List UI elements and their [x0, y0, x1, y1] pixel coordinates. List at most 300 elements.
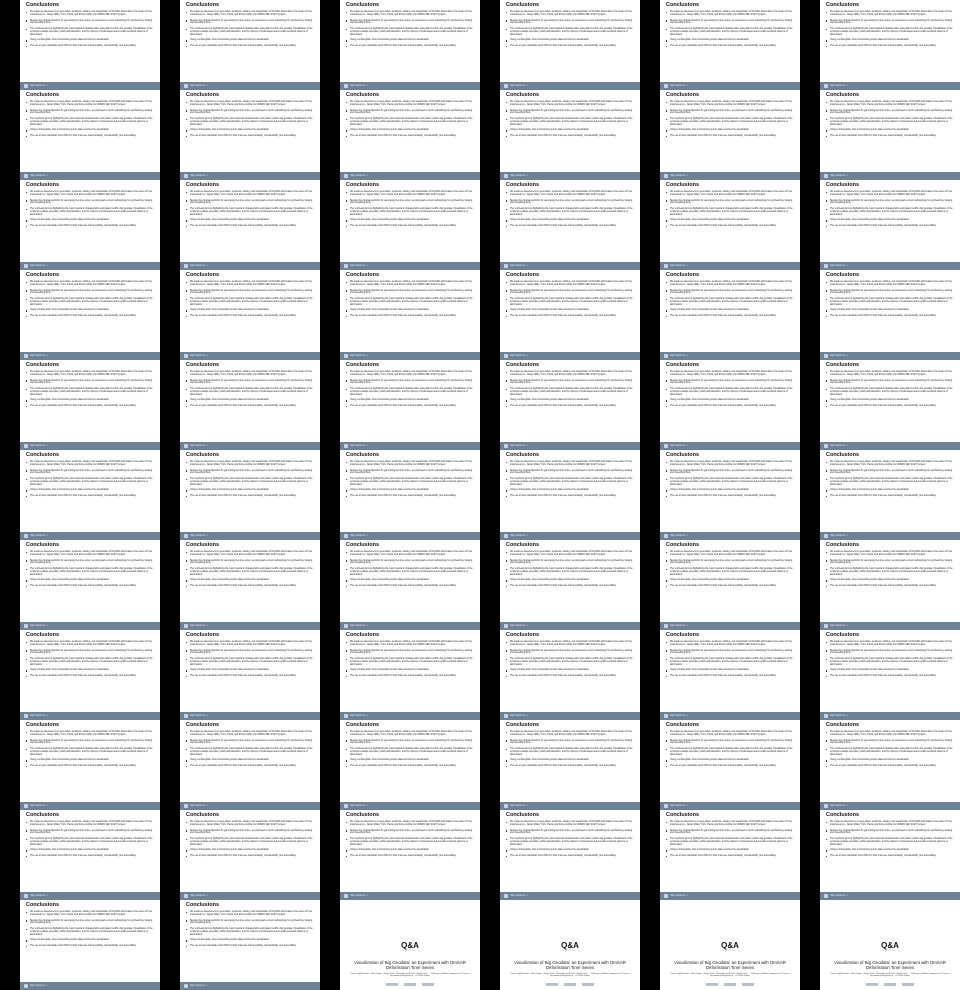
bullet-item: Using a virtual globe, thus incorporating terrain data enriches the visualization.: [830, 39, 955, 42]
bullet-list: [350, 641, 475, 681]
conclusions-slide-thumbnail[interactable]: [180, 720, 320, 810]
footer-text: http://polimi.it/.../...: [190, 174, 210, 178]
bullet-list: [350, 551, 475, 591]
conclusions-slide-thumbnail[interactable]: [180, 450, 320, 540]
slide-footer: [20, 442, 160, 450]
slide-footer: [340, 802, 480, 810]
bullet-item: The use of open standards and FOSS for Web improves interoperability, reproducibility, and accessibility.: [510, 225, 635, 228]
bullet-item: We made an assessment on generation, synthesis, sharing, and visualization of DInSAR deformation time series for five small areas (i.e. Nepal, Milan, Turin, Pavia, and Rome) within the URBAN SEC SAR H project.: [830, 821, 955, 826]
bullet-list: [30, 551, 155, 591]
bullet-item: Using a virtual globe, thus incorporating terrain data enriches the visualization.: [190, 309, 315, 312]
bullet-item: Besides the original algorithm for generating the time series, we proposed a novel methodology for synthesizing, sharing, and visualizing them.: [190, 560, 315, 565]
conclusions-slide-thumbnail[interactable]: [820, 720, 960, 810]
qa-subtitle: Visualization of Big Geodata: an Experiment with DInSAR Deformation Time Series: [834, 960, 946, 971]
bullet-item: Besides the original algorithm for generating the time series, we proposed a novel methodology for synthesizing, sharing, and visualizing them.: [190, 740, 315, 745]
slide-title: Conclusions: [186, 92, 220, 98]
conclusions-slide-thumbnail[interactable]: [340, 360, 480, 450]
bullet-item: Besides the original algorithm for generating the time series, we proposed a novel methodology for synthesizing, sharing, and visualizing them.: [830, 560, 955, 565]
bullet-item: We made an assessment on generation, synthesis, sharing, and visualization of DInSAR deformation time series for five small areas (i.e. Nepal, Milan, Turin, Pavia, and Rome) within the URBAN SEC SAR H project.: [510, 11, 635, 16]
bullet-item: Using a virtual globe, thus incorporating terrain data enriches the visualization.: [510, 669, 635, 672]
bullet-item: Besides the original algorithm for generating the time series, we proposed a novel methodology for synthesizing, sharing, and visualizing them.: [190, 920, 315, 925]
logo-icon: [824, 624, 828, 628]
conclusions-slide-thumbnail[interactable]: [20, 0, 160, 90]
bullet-list: [350, 461, 475, 501]
conclusions-slide-thumbnail[interactable]: [340, 810, 480, 900]
bullet-item: Besides the original algorithm for generating the time series, we proposed a novel methodology for synthesizing, sharing, and visualizing them.: [510, 200, 635, 205]
qa-authors: Candan Eylül Kilsedar · Mirko Frigeri · Giorgio Tosini · Maria Antonia Brovelli · Daniele Oxoli · ... Politecnico di Milano, Department of Civil and Environmental Engineering ... FOSS4G Europe: [830, 973, 950, 978]
bullet-item: Using a virtual globe, thus incorporating terrain data enriches the visualization.: [670, 759, 795, 762]
bullet-item: Using a virtual globe, thus incorporating terrain data enriches the visualization.: [670, 849, 795, 852]
bullet-item: The synthesis aims at highlighting the most important characteristics and patterns within big geodata. Visualization of the synthesis enables scientists, public administration, and the citizens of small areas detect spatio-temporal patterns of deformation.: [30, 928, 155, 936]
conclusions-slide-thumbnail[interactable]: [20, 450, 160, 540]
bullet-item: Besides the original algorithm for generating the time series, we proposed a novel methodology for synthesizing, sharing, and visualizing them.: [30, 650, 155, 655]
bullet-item: Besides the original algorithm for generating the time series, we proposed a novel methodology for synthesizing, sharing, and visualizing them.: [670, 380, 795, 385]
bullet-item: The synthesis aims at highlighting the most important characteristics and patterns within big geodata. Visualization of the synthesis enables scientists, public administration, and the citizens of small areas detect spatio-temporal patterns of deformation.: [670, 658, 795, 666]
logo-icon: [24, 174, 28, 178]
conclusions-slide-thumbnail[interactable]: [500, 810, 640, 900]
logo-icon: [504, 534, 508, 538]
logo-icon: [664, 84, 668, 88]
bullet-item: Besides the original algorithm for generating the time series, we proposed a novel methodology for synthesizing, sharing, and visualizing them.: [30, 740, 155, 745]
footer-text: http://polimi.it/.../...: [190, 444, 210, 448]
conclusions-slide-thumbnail[interactable]: [180, 630, 320, 720]
footer-text: http://polimi.it/.../...: [350, 174, 370, 178]
bullet-item: Using a virtual globe, thus incorporating terrain data enriches the visualization.: [30, 399, 155, 402]
footer-text: http://polimi.it/.../...: [190, 264, 210, 268]
bullet-list: [670, 551, 795, 591]
footer-text: http://polimi.it/.../...: [510, 624, 530, 628]
logo-icon: [504, 444, 508, 448]
bullet-item: We made an assessment on generation, synthesis, sharing, and visualization of DInSAR deformation time series for five small areas (i.e. Nepal, Milan, Turin, Pavia, and Rome) within the URBAN SEC SAR H project.: [510, 821, 635, 826]
bullet-item: Using a virtual globe, thus incorporating terrain data enriches the visualization.: [30, 129, 155, 132]
conclusions-slide-thumbnail[interactable]: [500, 630, 640, 720]
footer-text: http://polimi.it/.../...: [830, 624, 850, 628]
slide-title: Conclusions: [826, 92, 860, 98]
conclusions-slide-thumbnail[interactable]: [180, 0, 320, 90]
slide-footer: [820, 532, 960, 540]
slide-footer: [340, 352, 480, 360]
bullet-item: The synthesis aims at highlighting the most important characteristics and patterns within big geodata. Visualization of the synthesis enables scientists, public administration, and the citizens of small areas detect spatio-temporal patterns of deformation.: [350, 298, 475, 306]
bullet-item: The synthesis aims at highlighting the most important characteristics and patterns within big geodata. Visualization of the synthesis enables scientists, public administration, and the citizens of small areas detect spatio-temporal patterns of deformation.: [350, 208, 475, 216]
bullet-item: The use of open standards and FOSS for Web improves interoperability, reproducibility, and accessibility.: [830, 855, 955, 858]
bullet-item: The synthesis aims at highlighting the most important characteristics and patterns within big geodata. Visualization of the synthesis enables scientists, public administration, and the citizens of small areas detect spatio-temporal patterns of deformation.: [510, 208, 635, 216]
footer-text: http://polimi.it/.../...: [350, 444, 370, 448]
slide-footer: [820, 802, 960, 810]
conclusions-slide-thumbnail[interactable]: [660, 180, 800, 270]
bullet-item: We made an assessment on generation, synthesis, sharing, and visualization of DInSAR deformation time series for five small areas (i.e. Nepal, Milan, Turin, Pavia, and Rome) within the URBAN SEC SAR H project.: [830, 11, 955, 16]
conclusions-slide-thumbnail[interactable]: [180, 360, 320, 450]
bullet-item: Using a virtual globe, thus incorporating terrain data enriches the visualization.: [190, 489, 315, 492]
conclusions-slide-thumbnail[interactable]: [500, 360, 640, 450]
logo-icon: [664, 444, 668, 448]
footer-text: http://polimi.it/.../...: [670, 534, 690, 538]
bullet-item: Besides the original algorithm for generating the time series, we proposed a novel methodology for synthesizing, sharing, and visualizing them.: [510, 380, 635, 385]
logo-icon: [824, 354, 828, 358]
bullet-item: The use of open standards and FOSS for Web improves interoperability, reproducibility, and accessibility.: [670, 855, 795, 858]
bullet-item: The synthesis aims at highlighting the most important characteristics and patterns within big geodata. Visualization of the synthesis enables scientists, public administration, and the citizens of small areas detect spatio-temporal patterns of deformation.: [670, 118, 795, 126]
bullet-item: We made an assessment on generation, synthesis, sharing, and visualization of DInSAR deformation time series for five small areas (i.e. Nepal, Milan, Turin, Pavia, and Rome) within the URBAN SEC SAR H project.: [190, 461, 315, 466]
bullet-item: We made an assessment on generation, synthesis, sharing, and visualization of DInSAR deformation time series for five small areas (i.e. Nepal, Milan, Turin, Pavia, and Rome) within the URBAN SEC SAR H project.: [30, 911, 155, 916]
slide-footer: [340, 892, 480, 900]
conclusions-slide-thumbnail[interactable]: [820, 180, 960, 270]
slide-footer: [20, 532, 160, 540]
footer-text: http://polimi.it/.../...: [350, 624, 370, 628]
bullet-list: [510, 371, 635, 411]
bullet-item: Using a virtual globe, thus incorporating terrain data enriches the visualization.: [350, 489, 475, 492]
slide-footer: [660, 442, 800, 450]
footer-text: http://polimi.it/.../...: [350, 894, 370, 898]
conclusions-slide-thumbnail[interactable]: [820, 810, 960, 900]
footer-text: http://polimi.it/.../...: [190, 714, 210, 718]
logo-icon: [344, 84, 348, 88]
bullet-item: Using a virtual globe, thus incorporating terrain data enriches the visualization.: [830, 759, 955, 762]
bullet-item: We made an assessment on generation, synthesis, sharing, and visualization of DInSAR deformation time series for five small areas (i.e. Nepal, Milan, Turin, Pavia, and Rome) within the URBAN SEC SAR H project.: [670, 11, 795, 16]
bullet-item: The use of open standards and FOSS for Web improves interoperability, reproducibility, and accessibility.: [350, 765, 475, 768]
conclusions-slide-thumbnail[interactable]: [820, 0, 960, 90]
bullet-item: We made an assessment on generation, synthesis, sharing, and visualization of DInSAR deformation time series for five small areas (i.e. Nepal, Milan, Turin, Pavia, and Rome) within the URBAN SEC SAR H project.: [30, 731, 155, 736]
bullet-item: We made an assessment on generation, synthesis, sharing, and visualization of DInSAR deformation time series for five small areas (i.e. Nepal, Milan, Turin, Pavia, and Rome) within the URBAN SEC SAR H project.: [510, 641, 635, 646]
bullet-item: Besides the original algorithm for generating the time series, we proposed a novel methodology for synthesizing, sharing, and visualizing them.: [830, 290, 955, 295]
bullet-item: We made an assessment on generation, synthesis, sharing, and visualization of DInSAR deformation time series for five small areas (i.e. Nepal, Milan, Turin, Pavia, and Rome) within the URBAN SEC SAR H project.: [830, 281, 955, 286]
bullet-item: The use of open standards and FOSS for Web improves interoperability, reproducibility, and accessibility.: [190, 315, 315, 318]
institution-logo-icon: [386, 983, 398, 986]
slide-title: Conclusions: [346, 272, 380, 278]
bullet-item: The synthesis aims at highlighting the most important characteristics and patterns within big geodata. Visualization of the synthesis enables scientists, public administration, and the citizens of small areas detect spatio-temporal patterns of deformation.: [350, 838, 475, 846]
conclusions-slide-thumbnail[interactable]: [660, 810, 800, 900]
qa-slide-thumbnail[interactable]: [340, 900, 480, 990]
bullet-item: Using a virtual globe, thus incorporating terrain data enriches the visualization.: [670, 399, 795, 402]
footer-text: http://polimi.it/.../...: [510, 714, 530, 718]
conclusions-slide-thumbnail[interactable]: [660, 720, 800, 810]
conclusions-slide-thumbnail[interactable]: [340, 0, 480, 90]
bullet-item: Using a virtual globe, thus incorporating terrain data enriches the visualization.: [30, 489, 155, 492]
bullet-item: The synthesis aims at highlighting the most important characteristics and patterns within big geodata. Visualization of the synthesis enables scientists, public administration, and the citizens of small areas detect spatio-temporal patterns of deformation.: [830, 478, 955, 486]
bullet-item: Besides the original algorithm for generating the time series, we proposed a novel methodology for synthesizing, sharing, and visualizing them.: [670, 470, 795, 475]
logo-icon: [344, 444, 348, 448]
bullet-item: Using a virtual globe, thus incorporating terrain data enriches the visualization.: [670, 309, 795, 312]
footer-text: http://polimi.it/.../...: [510, 444, 530, 448]
logo-icon: [24, 534, 28, 538]
bullet-item: Besides the original algorithm for generating the time series, we proposed a novel methodology for synthesizing, sharing, and visualizing them.: [670, 830, 795, 835]
conclusions-slide-thumbnail[interactable]: [500, 450, 640, 540]
conclusions-slide-thumbnail[interactable]: [20, 720, 160, 810]
bullet-list: [670, 191, 795, 231]
footer-text: http://polimi.it/.../...: [30, 894, 50, 898]
bullet-item: Using a virtual globe, thus incorporating terrain data enriches the visualization.: [30, 39, 155, 42]
slide-title: Conclusions: [506, 2, 540, 8]
bullet-list: [190, 11, 315, 51]
logo-icon: [24, 264, 28, 268]
bullet-item: Using a virtual globe, thus incorporating terrain data enriches the visualization.: [510, 849, 635, 852]
bullet-item: We made an assessment on generation, synthesis, sharing, and visualization of DInSAR deformation time series for five small areas (i.e. Nepal, Milan, Turin, Pavia, and Rome) within the URBAN SEC SAR H project.: [510, 101, 635, 106]
conclusions-slide-thumbnail[interactable]: [20, 90, 160, 180]
slide-footer: [820, 172, 960, 180]
bullet-item: The synthesis aims at highlighting the most important characteristics and patterns within big geodata. Visualization of the synthesis enables scientists, public administration, and the citizens of small areas detect spatio-temporal patterns of deformation.: [30, 298, 155, 306]
logo-icon: [24, 354, 28, 358]
conclusions-slide-thumbnail[interactable]: [660, 540, 800, 630]
conclusions-slide-thumbnail[interactable]: [500, 540, 640, 630]
bullet-list: [350, 101, 475, 141]
bullet-item: The synthesis aims at highlighting the most important characteristics and patterns within big geodata. Visualization of the synthesis enables scientists, public administration, and the citizens of small areas detect spatio-temporal patterns of deformation.: [30, 658, 155, 666]
logo-icon: [24, 984, 28, 988]
slide-title: Conclusions: [506, 182, 540, 188]
footer-text: http://polimi.it/.../...: [30, 264, 50, 268]
qa-authors: Candan Eylül Kilsedar · Mirko Frigeri · Giorgio Tosini · Maria Antonia Brovelli · Daniele Oxoli · ... Politecnico di Milano, Department of Civil and Environmental Engineering ... FOSS4G Europe: [350, 973, 470, 978]
bullet-item: Using a virtual globe, thus incorporating terrain data enriches the visualization.: [350, 129, 475, 132]
bullet-item: Using a virtual globe, thus incorporating terrain data enriches the visualization.: [670, 579, 795, 582]
bullet-item: The synthesis aims at highlighting the most important characteristics and patterns within big geodata. Visualization of the synthesis enables scientists, public administration, and the citizens of small areas detect spatio-temporal patterns of deformation.: [830, 28, 955, 36]
bullet-item: We made an assessment on generation, synthesis, sharing, and visualization of DInSAR deformation time series for five small areas (i.e. Nepal, Milan, Turin, Pavia, and Rome) within the URBAN SEC SAR H project.: [30, 11, 155, 16]
bullet-item: The synthesis aims at highlighting the most important characteristics and patterns within big geodata. Visualization of the synthesis enables scientists, public administration, and the citizens of small areas detect spatio-temporal patterns of deformation.: [830, 118, 955, 126]
conclusions-slide-thumbnail[interactable]: [660, 0, 800, 90]
slide-footer: [20, 262, 160, 270]
slide-title: Conclusions: [26, 272, 60, 278]
bullet-item: Besides the original algorithm for generating the time series, we proposed a novel methodology for synthesizing, sharing, and visualizing them.: [30, 290, 155, 295]
slide-title: Conclusions: [186, 812, 220, 818]
bullet-item: The synthesis aims at highlighting the most important characteristics and patterns within big geodata. Visualization of the synthesis enables scientists, public administration, and the citizens of small areas detect spatio-temporal patterns of deformation.: [670, 298, 795, 306]
conclusions-slide-thumbnail[interactable]: [20, 270, 160, 360]
bullet-item: Besides the original algorithm for generating the time series, we proposed a novel methodology for synthesizing, sharing, and visualizing them.: [670, 650, 795, 655]
conclusions-slide-thumbnail[interactable]: [500, 0, 640, 90]
bullet-list: [350, 731, 475, 771]
slide-footer: [820, 892, 960, 900]
bullet-list: [510, 821, 635, 861]
slide-footer: [20, 892, 160, 900]
bullet-item: The synthesis aims at highlighting the most important characteristics and patterns within big geodata. Visualization of the synthesis enables scientists, public administration, and the citizens of small areas detect spatio-temporal patterns of deformation.: [350, 118, 475, 126]
bullet-item: Besides the original algorithm for generating the time series, we proposed a novel methodology for synthesizing, sharing, and visualizing them.: [190, 830, 315, 835]
bullet-list: [350, 821, 475, 861]
footer-text: http://polimi.it/.../...: [190, 894, 210, 898]
bullet-item: The use of open standards and FOSS for Web improves interoperability, reproducibility, and accessibility.: [350, 315, 475, 318]
bullet-item: Using a virtual globe, thus incorporating terrain data enriches the visualization.: [190, 939, 315, 942]
conclusions-slide-thumbnail[interactable]: [820, 450, 960, 540]
conclusions-slide-thumbnail[interactable]: [660, 270, 800, 360]
bullet-item: The use of open standards and FOSS for Web improves interoperability, reproducibility, and accessibility.: [830, 315, 955, 318]
bullet-item: The use of open standards and FOSS for Web improves interoperability, reproducibility, and accessibility.: [670, 225, 795, 228]
conclusions-slide-thumbnail[interactable]: [180, 270, 320, 360]
conclusions-slide-thumbnail[interactable]: [820, 90, 960, 180]
bullet-item: We made an assessment on generation, synthesis, sharing, and visualization of DInSAR deformation time series for five small areas (i.e. Nepal, Milan, Turin, Pavia, and Rome) within the URBAN SEC SAR H project.: [830, 371, 955, 376]
conclusions-slide-thumbnail[interactable]: [20, 180, 160, 270]
bullet-item: The use of open standards and FOSS for Web improves interoperability, reproducibility, and accessibility.: [510, 585, 635, 588]
bullet-item: The synthesis aims at highlighting the most important characteristics and patterns within big geodata. Visualization of the synthesis enables scientists, public administration, and the citizens of small areas detect spatio-temporal patterns of deformation.: [830, 298, 955, 306]
bullet-item: We made an assessment on generation, synthesis, sharing, and visualization of DInSAR deformation time series for five small areas (i.e. Nepal, Milan, Turin, Pavia, and Rome) within the URBAN SEC SAR H project.: [670, 281, 795, 286]
bullet-item: The use of open standards and FOSS for Web improves interoperability, reproducibility, and accessibility.: [350, 675, 475, 678]
logo-icon: [24, 624, 28, 628]
qa-slide-thumbnail[interactable]: [660, 900, 800, 990]
slide-footer: [660, 172, 800, 180]
footer-text: http://polimi.it/.../...: [30, 624, 50, 628]
conclusions-slide-thumbnail[interactable]: [500, 720, 640, 810]
conclusions-slide-thumbnail[interactable]: [500, 270, 640, 360]
bullet-item: The use of open standards and FOSS for Web improves interoperability, reproducibility, and accessibility.: [670, 135, 795, 138]
bullet-list: [350, 191, 475, 231]
bullet-item: Besides the original algorithm for generating the time series, we proposed a novel methodology for synthesizing, sharing, and visualizing them.: [830, 110, 955, 115]
conclusions-slide-thumbnail[interactable]: [340, 630, 480, 720]
logo-icon: [664, 894, 668, 898]
conclusions-slide-thumbnail[interactable]: [340, 720, 480, 810]
footer-text: http://polimi.it/.../...: [510, 174, 530, 178]
bullet-item: We made an assessment on generation, synthesis, sharing, and visualization of DInSAR deformation time series for five small areas (i.e. Nepal, Milan, Turin, Pavia, and Rome) within the URBAN SEC SAR H project.: [30, 371, 155, 376]
bullet-item: Using a virtual globe, thus incorporating terrain data enriches the visualization.: [30, 759, 155, 762]
footer-text: http://polimi.it/.../...: [350, 84, 370, 88]
slide-footer: [20, 172, 160, 180]
conclusions-slide-thumbnail[interactable]: [340, 450, 480, 540]
slide-title: Conclusions: [506, 542, 540, 548]
slide-footer: [820, 82, 960, 90]
footer-text: http://polimi.it/.../...: [830, 264, 850, 268]
bullet-item: The use of open standards and FOSS for Web improves interoperability, reproducibility, and accessibility.: [30, 945, 155, 948]
bullet-list: [190, 551, 315, 591]
bullet-item: The synthesis aims at highlighting the most important characteristics and patterns within big geodata. Visualization of the synthesis enables scientists, public administration, and the citizens of small areas detect spatio-temporal patterns of deformation.: [350, 388, 475, 396]
slide-title: Conclusions: [506, 722, 540, 728]
bullet-list: [510, 641, 635, 681]
bullet-item: The use of open standards and FOSS for Web improves interoperability, reproducibility, and accessibility.: [30, 495, 155, 498]
conclusions-slide-thumbnail[interactable]: [180, 900, 320, 990]
slide-title: Conclusions: [666, 452, 700, 458]
logo-icon: [504, 894, 508, 898]
footer-text: http://polimi.it/.../...: [670, 84, 690, 88]
footer-text: http://polimi.it/.../...: [30, 84, 50, 88]
institution-logo-icon: [404, 983, 416, 986]
institution-logo-icon: [582, 983, 594, 986]
conclusions-slide-thumbnail[interactable]: [340, 180, 480, 270]
logo-icon: [504, 714, 508, 718]
conclusions-slide-thumbnail[interactable]: [20, 810, 160, 900]
bullet-item: Besides the original algorithm for generating the time series, we proposed a novel methodology for synthesizing, sharing, and visualizing them.: [510, 110, 635, 115]
bullet-item: The use of open standards and FOSS for Web improves interoperability, reproducibility, and accessibility.: [190, 855, 315, 858]
bullet-item: The use of open standards and FOSS for Web improves interoperability, reproducibility, and accessibility.: [30, 765, 155, 768]
slide-footer: [660, 802, 800, 810]
bullet-item: We made an assessment on generation, synthesis, sharing, and visualization of DInSAR deformation time series for five small areas (i.e. Nepal, Milan, Turin, Pavia, and Rome) within the URBAN SEC SAR H project.: [350, 11, 475, 16]
slide-title: Conclusions: [186, 2, 220, 8]
conclusions-slide-thumbnail[interactable]: [180, 180, 320, 270]
bullet-item: The synthesis aims at highlighting the most important characteristics and patterns within big geodata. Visualization of the synthesis enables scientists, public administration, and the citizens of small areas detect spatio-temporal patterns of deformation.: [510, 118, 635, 126]
slide-title: Conclusions: [826, 812, 860, 818]
bullet-item: Using a virtual globe, thus incorporating terrain data enriches the visualization.: [30, 579, 155, 582]
conclusions-slide-thumbnail[interactable]: [340, 90, 480, 180]
conclusions-slide-thumbnail[interactable]: [20, 360, 160, 450]
bullet-item: The use of open standards and FOSS for Web improves interoperability, reproducibility, and accessibility.: [190, 945, 315, 948]
logo-icon: [184, 894, 188, 898]
slide-title: Conclusions: [346, 182, 380, 188]
bullet-item: Using a virtual globe, thus incorporating terrain data enriches the visualization.: [510, 579, 635, 582]
conclusions-slide-thumbnail[interactable]: [660, 90, 800, 180]
conclusions-slide-thumbnail[interactable]: [180, 90, 320, 180]
conclusions-slide-thumbnail[interactable]: [660, 360, 800, 450]
conclusions-slide-thumbnail[interactable]: [820, 360, 960, 450]
bullet-item: The synthesis aims at highlighting the most important characteristics and patterns within big geodata. Visualization of the synthesis enables scientists, public administration, and the citizens of small areas detect spatio-temporal patterns of deformation.: [350, 748, 475, 756]
logo-icon: [664, 714, 668, 718]
conclusions-slide-thumbnail[interactable]: [180, 540, 320, 630]
slide-footer: [500, 892, 640, 900]
bullet-list: [350, 11, 475, 51]
bullet-item: The use of open standards and FOSS for Web improves interoperability, reproducibility, and accessibility.: [830, 495, 955, 498]
logo-icon: [504, 624, 508, 628]
slide-title: Conclusions: [826, 182, 860, 188]
bullet-item: Besides the original algorithm for generating the time series, we proposed a novel methodology for synthesizing, sharing, and visualizing them.: [30, 470, 155, 475]
bullet-list: [510, 461, 635, 501]
conclusions-slide-thumbnail[interactable]: [660, 450, 800, 540]
qa-slide-thumbnail[interactable]: [820, 900, 960, 990]
qa-subtitle: Visualization of Big Geodata: an Experiment with DInSAR Deformation Time Series: [514, 960, 626, 971]
slide-footer: [20, 982, 160, 990]
conclusions-slide-thumbnail[interactable]: [340, 270, 480, 360]
bullet-list: [830, 731, 955, 771]
conclusions-slide-thumbnail[interactable]: [820, 630, 960, 720]
bullet-item: The use of open standards and FOSS for Web improves interoperability, reproducibility, and accessibility.: [350, 135, 475, 138]
conclusions-slide-thumbnail[interactable]: [180, 810, 320, 900]
conclusions-slide-thumbnail[interactable]: [500, 180, 640, 270]
bullet-item: Using a virtual globe, thus incorporating terrain data enriches the visualization.: [670, 39, 795, 42]
slide-title: Conclusions: [346, 632, 380, 638]
logo-icon: [824, 804, 828, 808]
bullet-item: The use of open standards and FOSS for Web improves interoperability, reproducibility, and accessibility.: [190, 225, 315, 228]
bullet-item: The use of open standards and FOSS for Web improves interoperability, reproducibility, and accessibility.: [670, 765, 795, 768]
slide-footer: [820, 352, 960, 360]
conclusions-slide-thumbnail[interactable]: [20, 900, 160, 990]
logo-icon: [184, 714, 188, 718]
bullet-item: The use of open standards and FOSS for Web improves interoperability, reproducibility, and accessibility.: [350, 585, 475, 588]
conclusions-slide-thumbnail[interactable]: [660, 630, 800, 720]
bullet-item: Using a virtual globe, thus incorporating terrain data enriches the visualization.: [350, 759, 475, 762]
bullet-item: The use of open standards and FOSS for Web improves interoperability, reproducibility, and accessibility.: [30, 675, 155, 678]
conclusions-slide-thumbnail[interactable]: [820, 540, 960, 630]
conclusions-slide-thumbnail[interactable]: [20, 540, 160, 630]
bullet-item: Besides the original algorithm for generating the time series, we proposed a novel methodology for synthesizing, sharing, and visualizing them.: [510, 20, 635, 25]
bullet-item: Using a virtual globe, thus incorporating terrain data enriches the visualization.: [510, 309, 635, 312]
bullet-item: Using a virtual globe, thus incorporating terrain data enriches the visualization.: [350, 219, 475, 222]
qa-authors: Candan Eylül Kilsedar · Mirko Frigeri · Giorgio Tosini · Maria Antonia Brovelli · Daniele Oxoli · ... Politecnico di Milano, Department of Civil and Environmental Engineering ... FOSS4G Europe: [670, 973, 790, 978]
conclusions-slide-thumbnail[interactable]: [820, 270, 960, 360]
bullet-item: The use of open standards and FOSS for Web improves interoperability, reproducibility, and accessibility.: [670, 675, 795, 678]
bullet-item: The use of open standards and FOSS for Web improves interoperability, reproducibility, and accessibility.: [30, 225, 155, 228]
bullet-list: [510, 551, 635, 591]
bullet-item: The synthesis aims at highlighting the most important characteristics and patterns within big geodata. Visualization of the synthesis enables scientists, public administration, and the citizens of small areas detect spatio-temporal patterns of deformation.: [30, 748, 155, 756]
logo-icon: [664, 534, 668, 538]
bullet-item: Besides the original algorithm for generating the time series, we proposed a novel methodology for synthesizing, sharing, and visualizing them.: [830, 650, 955, 655]
slide-footer: [660, 532, 800, 540]
institution-logo-icon: [742, 983, 754, 986]
logo-icon: [344, 534, 348, 538]
slide-title: Conclusions: [186, 452, 220, 458]
slide-footer: [180, 442, 320, 450]
conclusions-slide-thumbnail[interactable]: [340, 540, 480, 630]
conclusions-slide-thumbnail[interactable]: [20, 630, 160, 720]
footer-text: http://polimi.it/.../...: [830, 804, 850, 808]
bullet-list: [670, 281, 795, 321]
bullet-item: Using a virtual globe, thus incorporating terrain data enriches the visualization.: [830, 129, 955, 132]
logo-icon: [664, 354, 668, 358]
qa-slide-thumbnail[interactable]: [500, 900, 640, 990]
institution-logo-icon: [884, 983, 896, 986]
bullet-item: Besides the original algorithm for generating the time series, we proposed a novel methodology for synthesizing, sharing, and visualizing them.: [510, 560, 635, 565]
bullet-item: The synthesis aims at highlighting the most important characteristics and patterns within big geodata. Visualization of the synthesis enables scientists, public administration, and the citizens of small areas detect spatio-temporal patterns of deformation.: [510, 658, 635, 666]
slide-footer: [20, 712, 160, 720]
bullet-item: We made an assessment on generation, synthesis, sharing, and visualization of DInSAR deformation time series for five small areas (i.e. Nepal, Milan, Turin, Pavia, and Rome) within the URBAN SEC SAR H project.: [190, 371, 315, 376]
bullet-list: [670, 461, 795, 501]
slide-title: Conclusions: [26, 92, 60, 98]
footer-text: http://polimi.it/.../...: [510, 354, 530, 358]
slide-title: Conclusions: [26, 362, 60, 368]
conclusions-slide-thumbnail[interactable]: [500, 90, 640, 180]
footer-text: http://polimi.it/.../...: [510, 804, 530, 808]
footer-text: http://polimi.it/.../...: [30, 534, 50, 538]
bullet-list: [830, 371, 955, 411]
bullet-item: We made an assessment on generation, synthesis, sharing, and visualization of DInSAR deformation time series for five small areas (i.e. Nepal, Milan, Turin, Pavia, and Rome) within the URBAN SEC SAR H project.: [190, 551, 315, 556]
slide-footer: [180, 892, 320, 900]
bullet-item: Using a virtual globe, thus incorporating terrain data enriches the visualization.: [190, 129, 315, 132]
